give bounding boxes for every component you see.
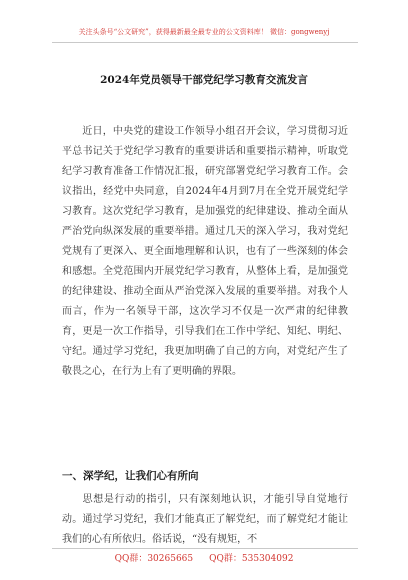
section-heading: 一、深学纪，让我们心有所向 <box>62 470 199 482</box>
body-paragraph <box>62 122 348 382</box>
paragraph-text: 思想是行动的指引，只有深刻地认识，才能引导自觉地行动。通过学习党纪，我们才能真正了解党纪，而了解党纪才能让我们的心有所依归。俗话说，“没有规矩，不 <box>62 494 348 545</box>
footer-divider <box>52 548 358 549</box>
footer-qq-group-1: QQ群：30265665 <box>114 554 194 564</box>
footer <box>0 551 408 564</box>
body-paragraph <box>62 490 348 550</box>
header-banner: 关注头条号“公文研究”，获得最新最全最专业的公文资料库！ 微信：gongwenyj <box>78 28 330 36</box>
footer-qq-group-2: QQ群：535304092 <box>209 554 294 564</box>
paragraph-text: 近日，中央党的建设工作领导小组召开会议，学习贯彻习近平总书记关于党纪学习教育的重要讲话和重要指示精神，听取党纪学习教育准备工作情况汇报，研究部署党纪学习教育工作。会议指出，经党中央同意，自2024年4月到7月在全党开展党纪学习教育。这次党纪学习教育，是加强党的纪律建设、推动全面从严治党向纵深发展的重要举措。通过几天的深入学习，我对党纪党规有了更深入、更全面地理解和认识，也有了一些深刻的体会和感想。全党范围内开展党纪学习教育，从整体上看，是加强党的纪律建设、推动全面从严治党深入发展的重要举措。对我个人而言，作为一名领导干部，这次学习不仅是一次严肃的纪律教育，更是一次工作指导，引导我们在工作中学纪、知纪、明纪、守纪。通过学习党纪，我更加明确了自己的方向，对党纪产生了敬畏之心，在行为上有了更明确的界限。 <box>62 126 348 377</box>
document-title: 2024年党员领导干部党纪学习教育交流发言 <box>100 74 308 86</box>
header-divider <box>52 42 358 43</box>
